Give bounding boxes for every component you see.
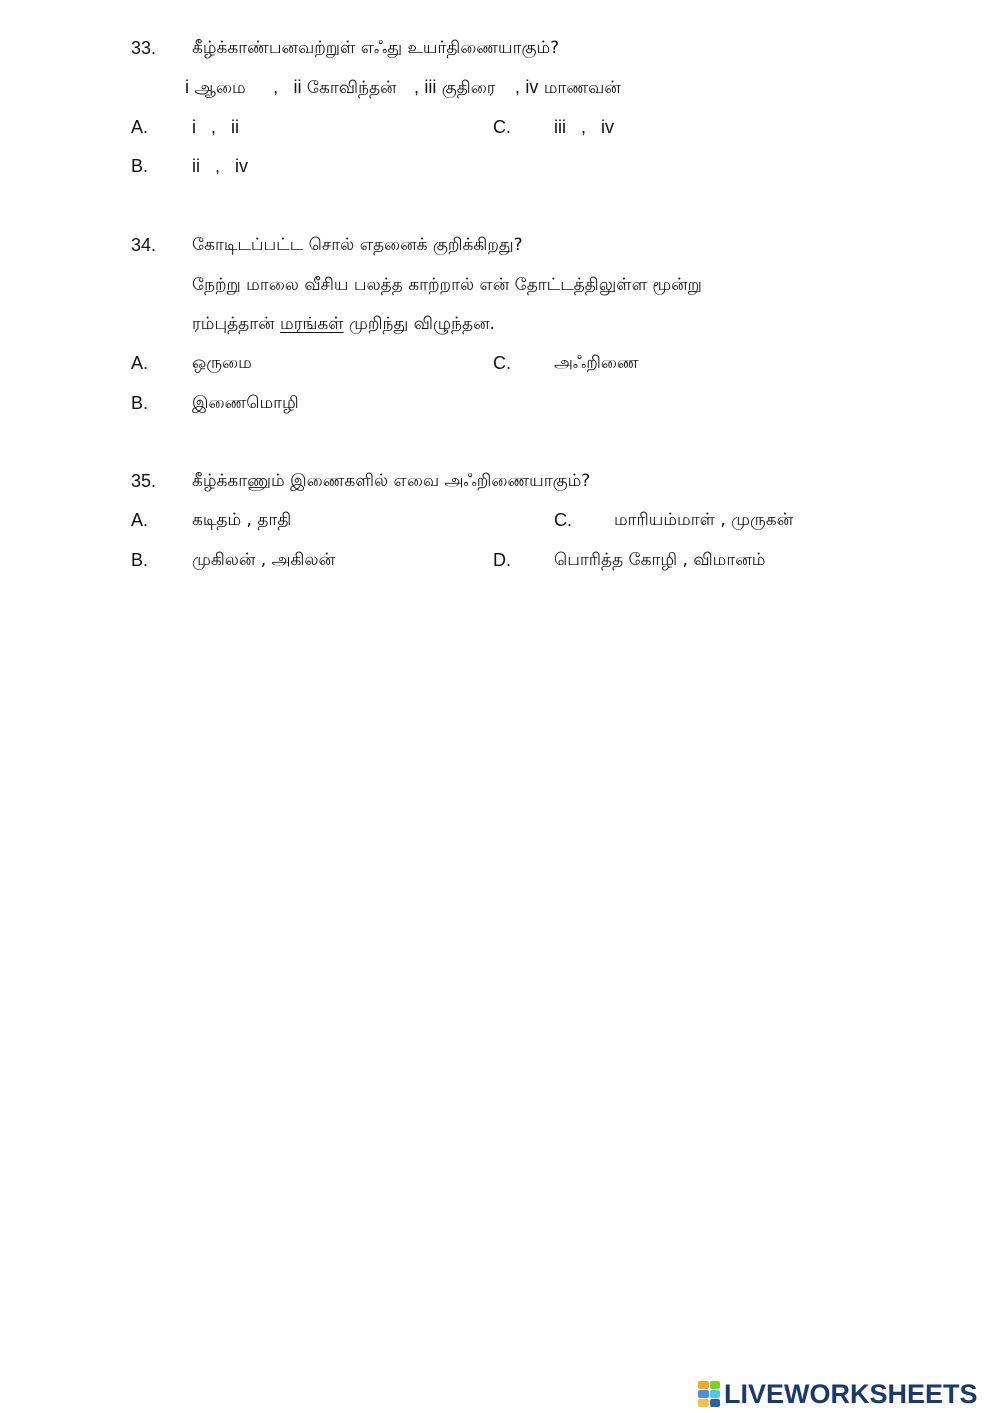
q35-option-a-text: கடிதம் , தாதி	[192, 510, 292, 530]
q35-option-d-text: பொரித்த கோழி , விமானம்	[554, 550, 766, 570]
liveworksheets-logo	[698, 1378, 978, 1410]
q34-option-c-text: அஃறிணை	[554, 353, 639, 373]
q33-item-3-sep: ,	[515, 77, 521, 97]
q35-number: 35.	[131, 471, 157, 491]
q33-question: கீழ்க்காண்பனவற்றுள் எஃது உயர்திணையாகும்?	[192, 38, 560, 58]
q33-item-4-roman: iv	[525, 77, 539, 97]
q34-option-a-text: ஒருமை	[192, 353, 252, 373]
q33-item-2-roman: ii	[293, 77, 302, 97]
q34-underlined-word: மரங்கள்	[280, 314, 344, 334]
q33-option-b-text: ii , iv	[192, 156, 249, 176]
logo-block-2	[710, 1381, 721, 1389]
q35-option-b-text: முகிலன் , அகிலன்	[192, 550, 336, 570]
q33-option-a-text: i , ii	[192, 117, 240, 137]
q35-option-d-label: D.	[493, 550, 511, 570]
q34-option-a-label: A.	[131, 353, 149, 373]
q33-option-b-label: B.	[131, 156, 149, 176]
q33-item-1-word: ஆமை	[194, 78, 246, 98]
q34-line-2-after: முறிந்து விழுந்தன.	[349, 314, 495, 334]
q33-item-4-word: மாணவன்	[543, 78, 621, 98]
logo-block-1	[698, 1381, 709, 1389]
q33-number: 33.	[131, 38, 157, 58]
q34-sentence-line-1: நேற்று மாலை வீசிய பலத்த காற்றால் என் தோட்டத்திலுள்ள மூன்று	[192, 275, 702, 295]
liveworksheets-logo-icon	[698, 1381, 720, 1407]
logo-block-4	[710, 1390, 721, 1398]
liveworksheets-brand-text: LIVEWORKSHEETS	[724, 1378, 978, 1409]
q34-option-b-label: B.	[131, 393, 149, 413]
q33-item-2-word: கோவிந்தன்	[306, 78, 397, 98]
q35-question: கீழ்க்காணும் இணைகளில் எவை அஃறிணையாகும்?	[192, 471, 591, 491]
q34-line-2-before: ரம்புத்தான்	[192, 314, 275, 334]
q33-items	[185, 76, 621, 99]
q34-sentence-line-2	[192, 313, 495, 335]
q35-option-a-label: A.	[131, 510, 149, 530]
logo-block-5	[698, 1399, 709, 1407]
q33-item-1-sep: ,	[273, 77, 279, 97]
q33-item-3-roman: iii	[424, 77, 437, 97]
q33-item-1-roman: i	[185, 77, 189, 97]
q33-option-c-label: C.	[493, 117, 511, 137]
q33-option-a-label: A.	[131, 117, 149, 137]
q33-item-2-sep: ,	[413, 77, 419, 97]
q35-option-c-label: C.	[554, 510, 572, 530]
logo-block-6	[710, 1399, 721, 1407]
q34-question: கோடிடப்பட்ட சொல் எதனைக் குறிக்கிறது?	[192, 235, 523, 255]
logo-block-3	[698, 1390, 709, 1398]
q34-option-c-label: C.	[493, 353, 511, 373]
q33-option-c-text: iii , iv	[554, 117, 615, 137]
q33-item-3-word: குதிரை	[441, 78, 496, 98]
q34-option-b-text: இணைமொழி	[192, 393, 299, 413]
q34-number: 34.	[131, 235, 157, 255]
q35-option-b-label: B.	[131, 550, 149, 570]
q35-option-c-text: மாரியம்மாள் , முருகன்	[614, 510, 794, 530]
